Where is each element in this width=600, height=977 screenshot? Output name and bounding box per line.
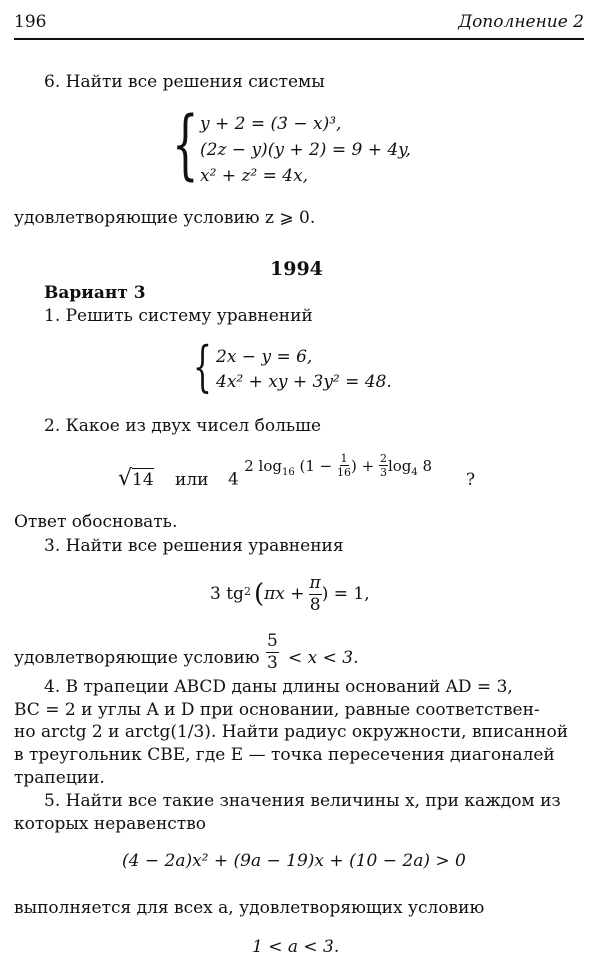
problem4-line2: BC = 2 и углы A и D при основании, равные соответствен- bbox=[14, 700, 540, 720]
problem1-text: 1. Решить систему уравнений bbox=[44, 306, 313, 326]
eq-lhs-sup: 2 bbox=[243, 584, 251, 598]
problem6-eq1: y + 2 = (3 − x)³, bbox=[200, 114, 342, 134]
problem5-line1: 5. Найти все такие значения величины x, при каждом из bbox=[44, 791, 561, 811]
or-word: или bbox=[175, 470, 209, 490]
page-number: 196 bbox=[14, 12, 47, 32]
problem5-condition: 1 < a < 3. bbox=[252, 937, 340, 957]
question-mark: ? bbox=[466, 470, 476, 490]
cond-num: 5 bbox=[267, 631, 278, 651]
problem5-line2: которых неравенство bbox=[14, 814, 207, 834]
problem3-cond-rest: < x < 3. bbox=[288, 648, 359, 668]
frac-num: 1 bbox=[340, 452, 348, 465]
power-expression bbox=[228, 452, 433, 493]
exp-paren-open: (1 − bbox=[294, 456, 337, 475]
sqrt-sign: √ bbox=[118, 466, 133, 491]
eq-lhs-a: 3 tg bbox=[210, 584, 244, 604]
variant-title: Вариант 3 bbox=[44, 283, 146, 303]
section-title: Дополнение 2 bbox=[458, 12, 584, 32]
exp-part1: 2 log bbox=[244, 456, 282, 475]
frac-den: 16 bbox=[337, 466, 351, 479]
problem4-line3: но arctg 2 и arctg(1/3). Найти радиус окружности, вписанной bbox=[14, 722, 569, 742]
eq-frac-pi-8 bbox=[309, 572, 322, 615]
year-heading: 1994 bbox=[270, 258, 323, 280]
problem5-after: выполняется для всех a, удовлетворяющих условию bbox=[14, 898, 485, 918]
problem6-eq2: (2z − y)(y + 2) = 9 + 4y, bbox=[200, 140, 411, 160]
system-brace: { bbox=[172, 99, 199, 188]
problem3-cond-text: удовлетворяющие условию bbox=[14, 648, 260, 668]
problem4-line1: 4. В трапеции ABCD даны длины оснований AD = 3, bbox=[44, 677, 513, 697]
exp-log4: log bbox=[387, 456, 412, 475]
frac2-num: 2 bbox=[379, 452, 387, 465]
problem3-cond-frac bbox=[266, 633, 279, 672]
eq-pi: π bbox=[309, 572, 321, 593]
problem6-eq3: x² + z² = 4x, bbox=[200, 166, 309, 186]
header-rule bbox=[14, 38, 584, 40]
eq-rhs: ) = 1, bbox=[321, 584, 370, 604]
problem4-line4: в треугольник CBE, где E — точка пересечения диагоналей bbox=[14, 745, 555, 765]
sqrt-expression bbox=[118, 466, 154, 491]
eq-lhs-b: πx + bbox=[264, 584, 305, 604]
power-exponent bbox=[244, 452, 433, 479]
problem1-eq2: 4x² + xy + 3y² = 48. bbox=[216, 372, 392, 392]
problem6-condition: удовлетворяющие условию z ⩾ 0. bbox=[14, 208, 316, 228]
exp-end: 8 bbox=[417, 456, 433, 475]
cond-den: 3 bbox=[267, 653, 278, 673]
problem4-line5: трапеции. bbox=[14, 768, 105, 788]
eq-eight: 8 bbox=[309, 594, 321, 615]
frac2-den: 3 bbox=[379, 466, 387, 479]
exp-frac-2-3 bbox=[379, 453, 388, 478]
problem3-text: 3. Найти все решения уравнения bbox=[44, 536, 344, 556]
exp-sub4: 4 bbox=[411, 466, 418, 478]
eq-open-paren: ( bbox=[253, 579, 265, 609]
exp-paren-close: ) + bbox=[351, 456, 379, 475]
problem3-equation bbox=[210, 570, 370, 618]
system-brace-2: { bbox=[193, 335, 212, 398]
problem6-intro: 6. Найти все решения системы bbox=[44, 72, 325, 92]
sqrt-argument: 14 bbox=[132, 470, 154, 490]
problem2-text: 2. Какое из двух чисел больше bbox=[44, 416, 322, 436]
power-base: 4 bbox=[228, 469, 239, 490]
exp-frac-1-16 bbox=[337, 453, 351, 478]
exp-sub16: 16 bbox=[281, 466, 295, 478]
justify-text: Ответ обосновать. bbox=[14, 512, 178, 532]
problem5-inequality: (4 − 2a)x² + (9a − 19)x + (10 − 2a) > 0 bbox=[122, 851, 466, 871]
cond-frac bbox=[266, 633, 279, 672]
problem1-eq1: 2x − y = 6, bbox=[216, 347, 313, 367]
